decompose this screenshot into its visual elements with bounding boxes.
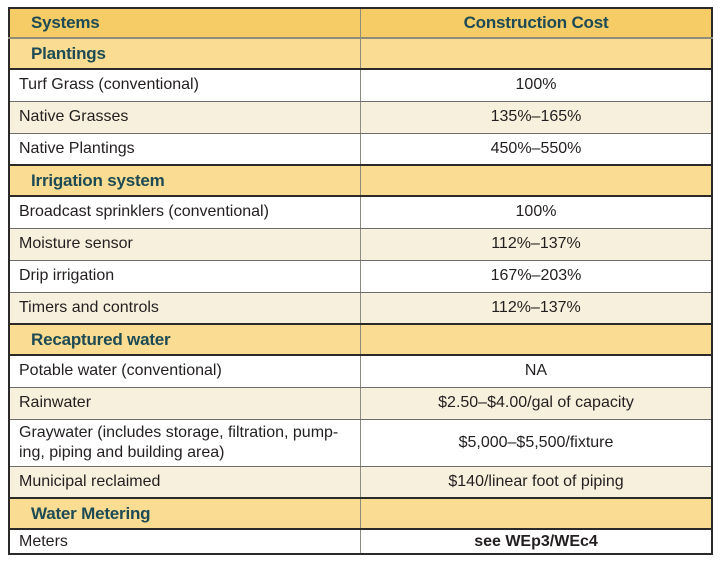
row-value: $5,000–$5,500/fixture [458,433,614,451]
table-body [9,38,712,554]
row-label: Timers and controls [19,298,159,316]
row-label-cell [9,419,361,466]
row-value: NA [524,362,548,380]
table-row [9,228,712,260]
row-value-cell [361,529,713,554]
row-label-cell [9,69,361,101]
row-label-cell [9,387,361,419]
row-value-cell [361,228,713,260]
section-row [9,324,712,355]
row-value-cell [361,196,713,228]
row-value: see WEp3/WEc4 [474,532,598,550]
row-value-cell [361,355,713,387]
row-label-cell [9,196,361,228]
row-label-cell [9,260,361,292]
column-header-label: Construction Cost [463,13,609,32]
row-value-cell [361,38,713,69]
row-label: Turf Grass (conventional) [19,76,199,94]
table-row [9,260,712,292]
row-label: ing, piping and building area) [19,443,225,461]
row-value-cell [361,260,713,292]
row-value: 167%–203% [490,267,582,284]
section-row [9,498,712,529]
row-label-cell [9,292,361,324]
construction-cost-table [8,7,713,555]
table-row [9,69,712,101]
row-value-cell [361,419,713,466]
table-row [9,355,712,387]
table-row [9,101,712,133]
row-label-cell [9,101,361,133]
table-row [9,133,712,165]
row-label: Municipal reclaimed [19,472,161,490]
row-value: 100% [515,203,557,221]
row-value: 100% [515,76,557,94]
row-value: $140/linear foot of piping [448,472,624,490]
row-value-cell [361,387,713,419]
section-title-cell [9,498,361,529]
row-label: Native Plantings [19,139,135,157]
row-label-cell [9,529,361,554]
row-value: 112%–137% [491,298,581,316]
row-value-cell [361,133,713,165]
column-header-construction-cost [361,8,713,38]
section-row [9,38,712,69]
row-label-cell [9,228,361,260]
row-label-cell [9,466,361,498]
row-value-cell [361,498,713,529]
row-label: Broadcast sprinklers (conventional) [19,203,269,221]
row-label: Graywater (includes storage, filtration, pump- [19,423,339,441]
header-row [9,8,712,38]
row-label: Native Grasses [19,108,129,125]
row-label: Drip irrigation [19,267,115,284]
section-title-cell [9,165,361,196]
table-row [9,419,712,466]
section-title: Irrigation system [31,170,165,190]
table-row [9,529,712,554]
row-label: Moisture sensor [19,235,133,252]
row-label-cell [9,355,361,387]
section-row [9,165,712,196]
row-value-cell [361,101,713,133]
row-value-cell [361,466,713,498]
row-label: Rainwater [19,394,92,411]
table-row [9,387,712,419]
row-label-cell [9,133,361,165]
row-value: $2.50–$4.00/gal of capacity [438,394,634,411]
table-row [9,292,712,324]
section-title: Plantings [31,43,106,63]
row-value: 450%–550% [490,139,582,157]
row-value-cell [361,69,713,101]
table-row [9,466,712,498]
row-label: Potable water (conventional) [19,362,222,380]
section-title-cell [9,38,361,69]
row-label: Meters [19,532,68,550]
row-value: 135%–165% [490,108,582,125]
row-value-cell [361,165,713,196]
column-header-label: Systems [31,13,100,32]
section-title: Water Metering [31,503,151,523]
row-value: 112%–137% [491,235,581,252]
row-value-cell [361,324,713,355]
section-title-cell [9,324,361,355]
section-title: Recaptured water [31,329,171,349]
row-value-cell [361,292,713,324]
column-header-systems [9,8,361,38]
table-row [9,196,712,228]
